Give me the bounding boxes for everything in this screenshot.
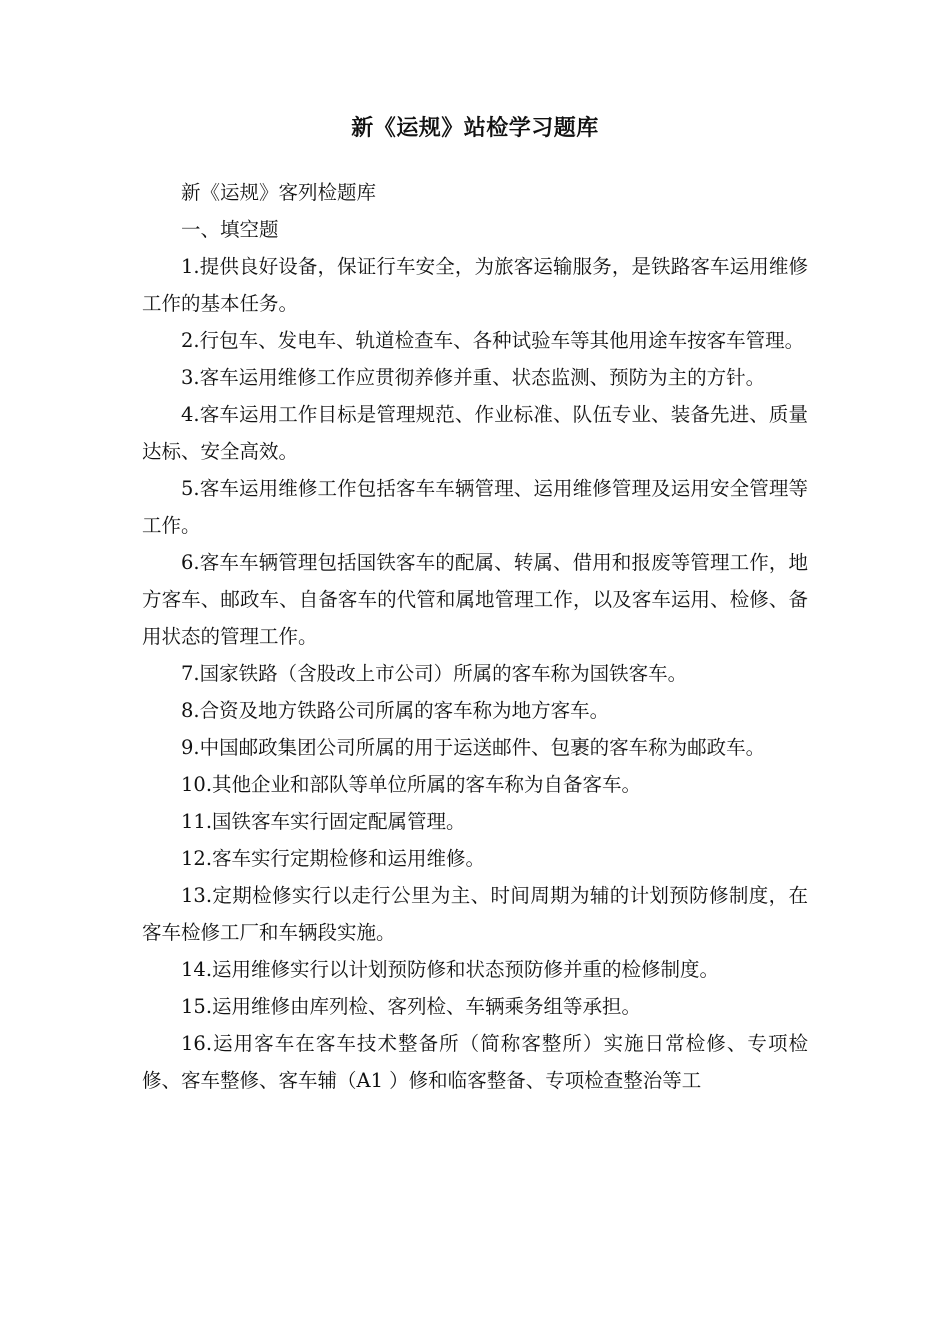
question-item: 4.客车运用工作目标是管理规范、作业标准、队伍专业、装备先进、质量达标、安全高效。 <box>142 403 808 463</box>
question-item: 7.国家铁路（含股改上市公司）所属的客车称为国铁客车。 <box>181 662 688 685</box>
document-body <box>142 174 808 1099</box>
question-item: 8.合资及地方铁路公司所属的客车称为地方客车。 <box>181 699 610 722</box>
question-item: 5.客车运用维修工作包括客车车辆管理、运用维修管理及运用安全管理等工作。 <box>142 477 808 537</box>
question-item: 6.客车车辆管理包括国铁客车的配属、转属、借用和报废等管理工作，地方客车、邮政车、自备客车的代管和属地管理工作，以及客车运用、检修、备用状态的管理工作。 <box>142 551 808 648</box>
question-item: 2.行包车、发电车、轨道检查车、各种试验车等其他用途车按客车管理。 <box>181 329 805 352</box>
question-item: 9.中国邮政集团公司所属的用于运送邮件、包裹的客车称为邮政车。 <box>181 736 766 759</box>
question-item: 1.提供良好设备，保证行车安全，为旅客运输服务，是铁路客车运用维修工作的基本任务。 <box>142 255 808 315</box>
question-item: 3.客车运用维修工作应贯彻养修并重、状态监测、预防为主的方针。 <box>181 366 766 389</box>
question-item: 10.其他企业和部队等单位所属的客车称为自备客车。 <box>181 773 642 796</box>
question-item: 13.定期检修实行以走行公里为主、时间周期为辅的计划预防修制度，在客车检修工厂和车辆段实施。 <box>142 884 808 944</box>
subsection-heading: 一、填空题 <box>181 218 279 241</box>
question-item: 16.运用客车在客车技术整备所（简称客整所）实施日常检修、专项检修、客车整修、客车辅（A1 ）修和临客整备、专项检查整治等工 <box>142 1032 808 1092</box>
section-heading: 新《运规》客列检题库 <box>181 181 377 204</box>
question-item: 11.国铁客车实行固定配属管理。 <box>181 810 466 833</box>
question-item: 12.客车实行定期检修和运用维修。 <box>181 847 486 870</box>
question-item: 15.运用维修由库列检、客列检、车辆乘务组等承担。 <box>181 995 642 1018</box>
question-item: 14.运用维修实行以计划预防修和状态预防修并重的检修制度。 <box>181 958 720 981</box>
document-title: 新《运规》站检学习题库 <box>351 115 599 141</box>
